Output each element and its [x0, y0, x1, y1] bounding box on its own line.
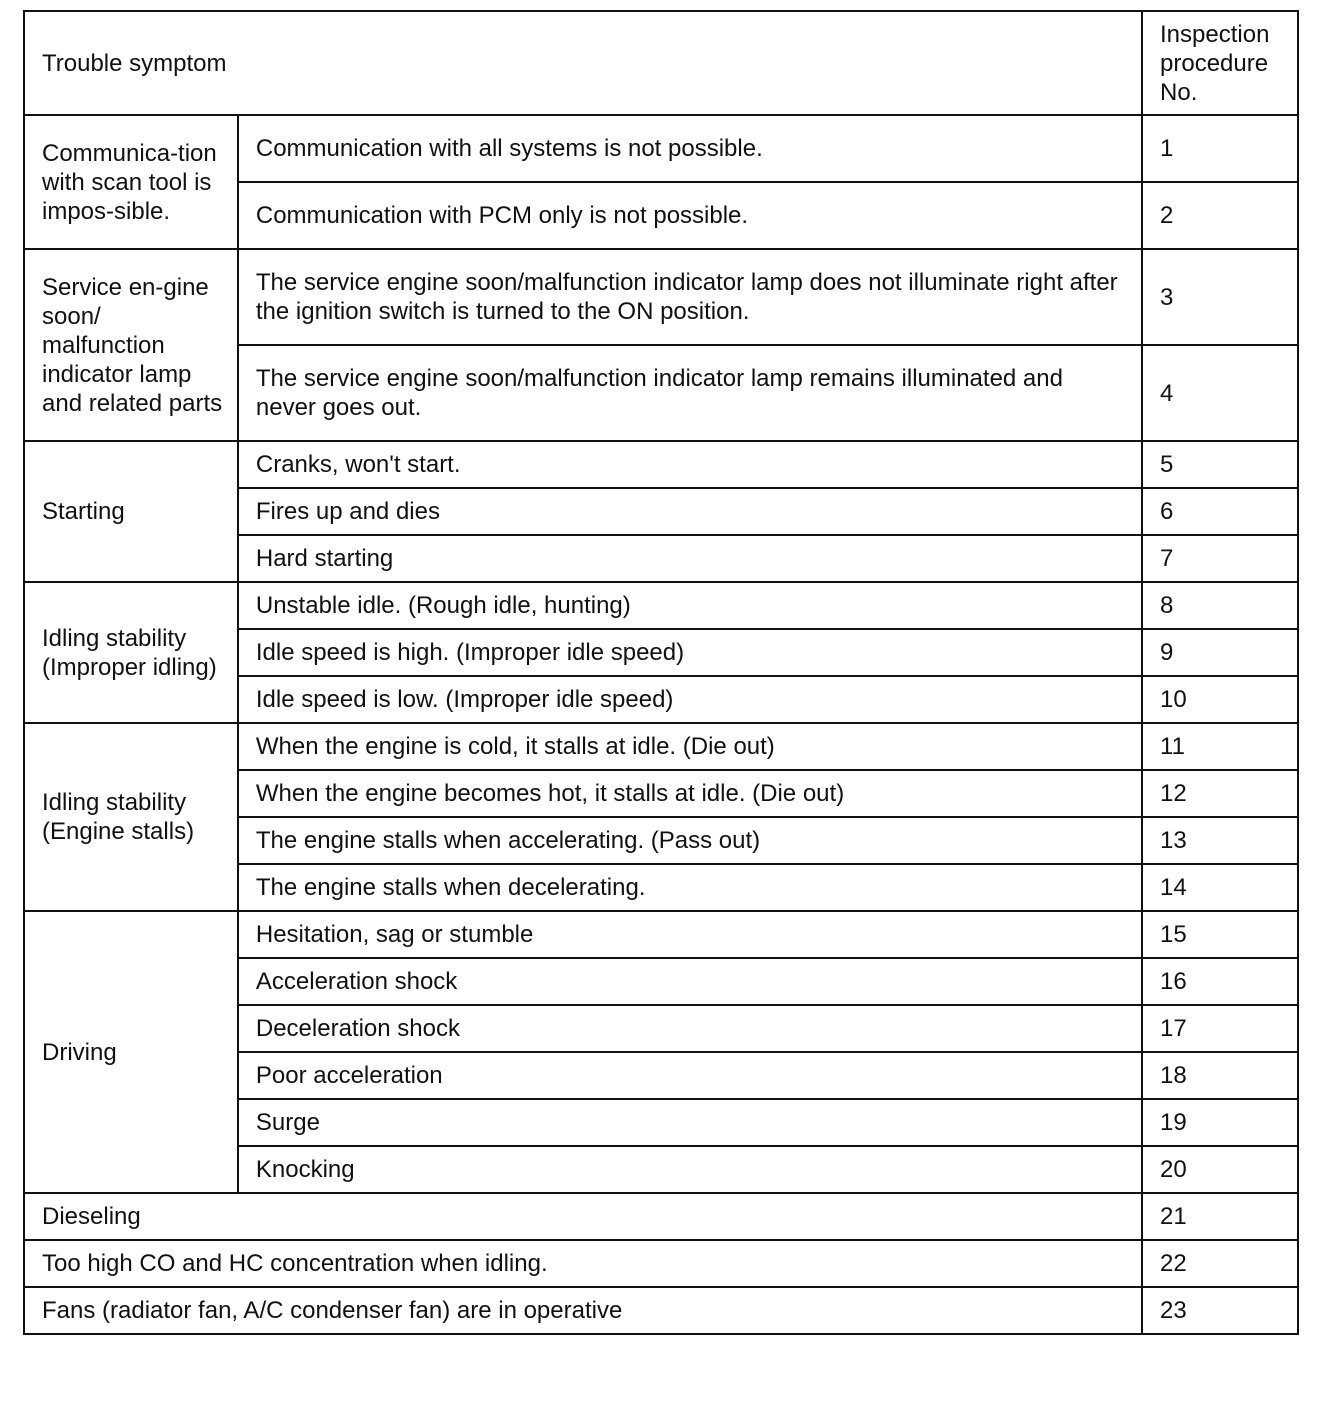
header-trouble-symptom: Trouble symptom [24, 11, 1142, 115]
procedure-number: 17 [1142, 1005, 1298, 1052]
procedure-number: 16 [1142, 958, 1298, 1005]
table-row [24, 1287, 1298, 1334]
table-row [24, 441, 1298, 488]
symptom-cell: When the engine is cold, it stalls at idle. (Die out) [238, 723, 1142, 770]
table-row [24, 911, 1298, 958]
procedure-number: 5 [1142, 441, 1298, 488]
symptom-cell: Dieseling [24, 1193, 1142, 1240]
table-row [24, 115, 1298, 182]
procedure-number: 15 [1142, 911, 1298, 958]
symptom-cell: When the engine becomes hot, it stalls at idle. (Die out) [238, 770, 1142, 817]
procedure-number: 6 [1142, 488, 1298, 535]
procedure-number: 2 [1142, 182, 1298, 249]
procedure-number: 12 [1142, 770, 1298, 817]
category-cell: Idling stability (Improper idling) [24, 582, 238, 723]
procedure-number: 18 [1142, 1052, 1298, 1099]
symptom-cell: Acceleration shock [238, 958, 1142, 1005]
procedure-number: 3 [1142, 249, 1298, 345]
symptom-cell: Hesitation, sag or stumble [238, 911, 1142, 958]
header-inspection-procedure: Inspection procedure No. [1142, 11, 1298, 115]
procedure-number: 20 [1142, 1146, 1298, 1193]
procedure-number: 13 [1142, 817, 1298, 864]
procedure-number: 22 [1142, 1240, 1298, 1287]
procedure-number: 21 [1142, 1193, 1298, 1240]
symptom-cell: The engine stalls when decelerating. [238, 864, 1142, 911]
symptom-cell: Idle speed is high. (Improper idle speed) [238, 629, 1142, 676]
category-cell: Communica-tion with scan tool is impos-sible. [24, 115, 238, 249]
symptom-cell: The service engine soon/malfunction indicator lamp remains illuminated and never goes out. [238, 345, 1142, 441]
procedure-number: 9 [1142, 629, 1298, 676]
symptom-cell: The service engine soon/malfunction indicator lamp does not illuminate right after the ignition switch is turned to the ON position. [238, 249, 1142, 345]
procedure-number: 19 [1142, 1099, 1298, 1146]
procedure-number: 10 [1142, 676, 1298, 723]
category-cell: Idling stability (Engine stalls) [24, 723, 238, 911]
symptom-cell: Fans (radiator fan, A/C condenser fan) are in operative [24, 1287, 1142, 1334]
procedure-number: 4 [1142, 345, 1298, 441]
table-row [24, 249, 1298, 345]
table-row [24, 1240, 1298, 1287]
category-cell: Starting [24, 441, 238, 582]
trouble-symptom-table [23, 10, 1299, 1335]
symptom-cell: The engine stalls when accelerating. (Pass out) [238, 817, 1142, 864]
category-cell: Driving [24, 911, 238, 1193]
symptom-cell: Surge [238, 1099, 1142, 1146]
procedure-number: 8 [1142, 582, 1298, 629]
symptom-cell: Cranks, won't start. [238, 441, 1142, 488]
symptom-cell: Too high CO and HC concentration when idling. [24, 1240, 1142, 1287]
symptom-cell: Deceleration shock [238, 1005, 1142, 1052]
procedure-number: 1 [1142, 115, 1298, 182]
procedure-number: 11 [1142, 723, 1298, 770]
symptom-cell: Communication with all systems is not possible. [238, 115, 1142, 182]
procedure-number: 14 [1142, 864, 1298, 911]
table-row [24, 723, 1298, 770]
symptom-cell: Unstable idle. (Rough idle, hunting) [238, 582, 1142, 629]
symptom-cell: Communication with PCM only is not possible. [238, 182, 1142, 249]
symptom-cell: Idle speed is low. (Improper idle speed) [238, 676, 1142, 723]
category-cell: Service en-gine soon/ malfunction indicator lamp and related parts [24, 249, 238, 441]
table-row [24, 1193, 1298, 1240]
symptom-cell: Knocking [238, 1146, 1142, 1193]
symptom-cell: Fires up and dies [238, 488, 1142, 535]
header-row [24, 11, 1298, 115]
procedure-number: 23 [1142, 1287, 1298, 1334]
table-row [24, 582, 1298, 629]
symptom-cell: Poor acceleration [238, 1052, 1142, 1099]
symptom-cell: Hard starting [238, 535, 1142, 582]
procedure-number: 7 [1142, 535, 1298, 582]
